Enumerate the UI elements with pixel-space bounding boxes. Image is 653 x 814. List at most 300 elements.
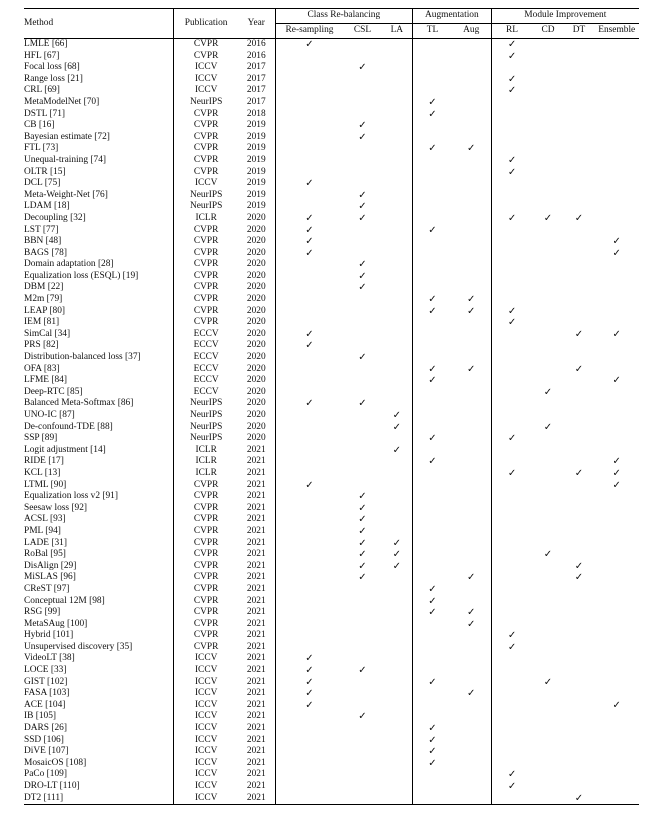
empty-cell	[275, 190, 343, 202]
header-year: Year	[238, 9, 275, 39]
empty-cell	[532, 561, 563, 573]
empty-cell	[594, 653, 639, 665]
method-cell: DiVE [107]	[24, 746, 174, 758]
empty-cell	[563, 456, 594, 468]
empty-cell	[275, 422, 343, 434]
method-cell: Distribution-balanced loss [37]	[24, 352, 174, 364]
method-cell: OFA [83]	[24, 364, 174, 376]
check-icon: ✓	[428, 595, 437, 607]
method-cell: UNO-IC [87]	[24, 410, 174, 422]
publication-cell: CVPR	[193, 607, 219, 618]
empty-cell	[452, 190, 491, 202]
table-row	[24, 410, 639, 422]
publication-cell: CVPR	[193, 549, 219, 560]
empty-cell	[594, 410, 639, 422]
empty-cell	[382, 711, 413, 723]
empty-cell	[275, 85, 343, 97]
empty-cell	[594, 549, 639, 561]
check-icon: ✓	[428, 143, 437, 155]
check-icon: ✓	[507, 305, 517, 317]
empty-cell	[413, 526, 452, 538]
empty-cell	[452, 596, 491, 608]
check-icon: ✓	[358, 665, 367, 677]
year-cell: 2020	[238, 294, 275, 306]
publication-cell: CVPR	[193, 131, 219, 142]
empty-cell	[532, 445, 563, 457]
empty-cell	[343, 445, 381, 457]
empty-cell	[413, 282, 452, 294]
publication-cell: CVPR	[193, 108, 219, 119]
empty-cell	[343, 456, 381, 468]
table-row	[24, 735, 639, 747]
empty-cell	[532, 711, 563, 723]
subheader-resampling: Re-sampling	[285, 25, 334, 36]
check-icon: ✓	[452, 294, 491, 306]
empty-cell	[563, 758, 594, 770]
table-row	[24, 167, 639, 179]
empty-cell	[413, 62, 452, 74]
empty-cell	[532, 167, 563, 179]
empty-cell	[452, 74, 491, 86]
empty-cell	[532, 329, 563, 341]
check-icon: ✓	[428, 224, 437, 236]
empty-cell	[532, 259, 563, 271]
method-cell: Conceptual 12M [98]	[24, 596, 174, 608]
empty-cell	[563, 259, 594, 271]
empty-cell	[563, 735, 594, 747]
empty-cell	[594, 120, 639, 132]
method-cell: PRS [82]	[24, 340, 174, 352]
empty-cell	[563, 398, 594, 410]
empty-cell	[594, 746, 639, 758]
check-icon: ✓	[358, 282, 367, 294]
empty-cell	[594, 387, 639, 399]
empty-cell	[563, 143, 594, 155]
method-cell: Domain adaptation [28]	[24, 259, 174, 271]
empty-cell	[343, 97, 381, 109]
empty-cell	[275, 538, 343, 550]
empty-cell	[275, 167, 343, 179]
table-row	[24, 294, 639, 306]
empty-cell	[491, 178, 532, 190]
empty-cell	[343, 85, 381, 97]
empty-cell	[343, 143, 381, 155]
empty-cell	[343, 329, 381, 341]
check-icon: ✓	[358, 572, 367, 584]
empty-cell	[594, 491, 639, 503]
table-row	[24, 433, 639, 445]
empty-cell	[491, 375, 532, 387]
empty-cell	[563, 201, 594, 213]
empty-cell	[343, 375, 381, 387]
year-cell: 2019	[238, 190, 275, 202]
empty-cell	[343, 387, 381, 399]
empty-cell	[532, 735, 563, 747]
table-row	[24, 282, 639, 294]
subheader-csl: CSL	[353, 25, 372, 36]
empty-cell	[563, 677, 594, 689]
empty-cell	[382, 143, 413, 155]
empty-cell	[594, 758, 639, 770]
empty-cell	[532, 120, 563, 132]
empty-cell	[594, 630, 639, 642]
empty-cell	[563, 688, 594, 700]
method-cell: IB [105]	[24, 711, 174, 723]
empty-cell	[382, 132, 413, 144]
year-cell: 2021	[238, 793, 275, 805]
method-cell: MetaModelNet [70]	[24, 97, 174, 109]
header-group-augmentation: Augmentation	[413, 9, 492, 24]
check-icon: ✓	[612, 247, 621, 259]
empty-cell	[563, 503, 594, 515]
publication-cell: ICCV	[194, 792, 218, 803]
check-icon: ✓	[543, 386, 553, 398]
empty-cell	[413, 793, 452, 805]
method-cell: LOCE [33]	[24, 665, 174, 677]
check-icon: ✓	[428, 676, 437, 688]
publication-cell: NeurIPS	[190, 421, 223, 432]
empty-cell	[491, 190, 532, 202]
publication-cell: ICCV	[194, 665, 218, 676]
year-cell: 2021	[238, 538, 275, 550]
empty-cell	[491, 607, 532, 619]
empty-cell	[594, 294, 639, 306]
publication-cell: CVPR	[193, 537, 219, 548]
empty-cell	[532, 132, 563, 144]
empty-cell	[491, 711, 532, 723]
empty-cell	[594, 62, 639, 74]
empty-cell	[491, 120, 532, 132]
empty-cell	[382, 653, 413, 665]
empty-cell	[532, 143, 563, 155]
year-cell: 2020	[238, 375, 275, 387]
empty-cell	[452, 39, 491, 51]
empty-cell	[343, 109, 381, 121]
empty-cell	[275, 456, 343, 468]
empty-cell	[532, 723, 563, 735]
method-cell: BBN [48]	[24, 236, 174, 248]
table-row	[24, 213, 639, 225]
publication-cell: CVPR	[193, 282, 219, 293]
empty-cell	[343, 746, 381, 758]
empty-cell	[532, 155, 563, 167]
empty-cell	[382, 236, 413, 248]
method-cell: DRO-LT [110]	[24, 781, 174, 793]
empty-cell	[491, 596, 532, 608]
empty-cell	[491, 143, 532, 155]
empty-cell	[532, 572, 563, 584]
empty-cell	[275, 120, 343, 132]
empty-cell	[275, 387, 343, 399]
empty-cell	[382, 491, 413, 503]
table-row	[24, 445, 639, 457]
empty-cell	[275, 201, 343, 213]
empty-cell	[382, 155, 413, 167]
method-cell: RSG [99]	[24, 607, 174, 619]
publication-cell: ICCV	[194, 85, 218, 96]
table-row	[24, 143, 639, 155]
check-icon: ✓	[382, 561, 413, 573]
check-icon: ✓	[574, 572, 584, 584]
empty-cell	[594, 167, 639, 179]
empty-cell	[594, 271, 639, 283]
method-cell: LADE [31]	[24, 538, 174, 550]
empty-cell	[452, 665, 491, 677]
empty-cell	[413, 572, 452, 584]
year-cell: 2020	[238, 398, 275, 410]
table-row	[24, 781, 639, 793]
publication-cell: ICCV	[194, 757, 218, 768]
empty-cell	[594, 445, 639, 457]
publication-cell: CVPR	[193, 560, 219, 571]
header-publication: Publication	[184, 17, 228, 28]
publication-cell: ECCV	[193, 386, 219, 397]
empty-cell	[343, 642, 381, 654]
empty-cell	[594, 433, 639, 445]
year-cell: 2021	[238, 480, 275, 492]
empty-cell	[532, 109, 563, 121]
table-row	[24, 688, 639, 700]
empty-cell	[343, 781, 381, 793]
year-cell: 2020	[238, 340, 275, 352]
empty-cell	[413, 120, 452, 132]
check-icon: ✓	[305, 212, 314, 224]
empty-cell	[413, 503, 452, 515]
empty-cell	[275, 62, 343, 74]
method-cell: RIDE [17]	[24, 456, 174, 468]
year-cell: 2020	[238, 282, 275, 294]
empty-cell	[275, 711, 343, 723]
check-icon: ✓	[507, 212, 517, 224]
publication-cell: ECCV	[193, 363, 219, 374]
method-cell: LST [77]	[24, 225, 174, 237]
subheader-la: LA	[382, 24, 413, 39]
empty-cell	[413, 711, 452, 723]
empty-cell	[491, 97, 532, 109]
empty-cell	[343, 723, 381, 735]
empty-cell	[275, 51, 343, 63]
empty-cell	[532, 317, 563, 329]
method-cell: Balanced Meta-Softmax [86]	[24, 398, 174, 410]
method-cell: Focal loss [68]	[24, 62, 174, 74]
empty-cell	[594, 97, 639, 109]
empty-cell	[413, 445, 452, 457]
empty-cell	[491, 491, 532, 503]
empty-cell	[532, 190, 563, 202]
table-row	[24, 526, 639, 538]
empty-cell	[563, 653, 594, 665]
empty-cell	[532, 758, 563, 770]
empty-cell	[563, 723, 594, 735]
empty-cell	[275, 143, 343, 155]
year-cell: 2021	[238, 549, 275, 561]
table-row	[24, 468, 639, 480]
empty-cell	[275, 109, 343, 121]
empty-cell	[452, 109, 491, 121]
empty-cell	[413, 398, 452, 410]
empty-cell	[491, 503, 532, 515]
empty-cell	[275, 294, 343, 306]
table-row	[24, 503, 639, 515]
empty-cell	[343, 769, 381, 781]
year-cell: 2021	[238, 700, 275, 712]
empty-cell	[594, 282, 639, 294]
empty-cell	[452, 85, 491, 97]
empty-cell	[563, 445, 594, 457]
empty-cell	[275, 549, 343, 561]
empty-cell	[343, 653, 381, 665]
empty-cell	[563, 271, 594, 283]
method-cell: HFL [67]	[24, 51, 174, 63]
empty-cell	[382, 97, 413, 109]
method-cell: Equalization loss (ESQL) [19]	[24, 271, 174, 283]
empty-cell	[532, 642, 563, 654]
empty-cell	[563, 85, 594, 97]
table-row	[24, 572, 639, 584]
method-cell: FTL [73]	[24, 143, 174, 155]
method-cell: BAGS [78]	[24, 248, 174, 260]
empty-cell	[275, 433, 343, 445]
empty-cell	[491, 514, 532, 526]
table-row	[24, 352, 639, 364]
empty-cell	[563, 700, 594, 712]
table-row	[24, 375, 639, 387]
empty-cell	[491, 340, 532, 352]
empty-cell	[491, 688, 532, 700]
publication-cell: CVPR	[193, 294, 219, 305]
empty-cell	[532, 97, 563, 109]
empty-cell	[275, 781, 343, 793]
empty-cell	[382, 688, 413, 700]
empty-cell	[275, 584, 343, 596]
header-group-module: Module Improvement	[491, 9, 639, 24]
empty-cell	[452, 711, 491, 723]
empty-cell	[343, 422, 381, 434]
empty-cell	[452, 178, 491, 190]
empty-cell	[594, 596, 639, 608]
empty-cell	[594, 178, 639, 190]
empty-cell	[563, 375, 594, 387]
year-cell: 2018	[238, 109, 275, 121]
empty-cell	[594, 74, 639, 86]
table-row	[24, 607, 639, 619]
check-icon: ✓	[428, 723, 437, 735]
empty-cell	[532, 746, 563, 758]
empty-cell	[491, 201, 532, 213]
empty-cell	[594, 538, 639, 550]
empty-cell	[563, 62, 594, 74]
empty-cell	[413, 491, 452, 503]
subheader-aug: Aug	[452, 24, 491, 39]
empty-cell	[382, 259, 413, 271]
check-icon: ✓	[358, 502, 367, 514]
check-icon: ✓	[612, 456, 621, 468]
empty-cell	[382, 723, 413, 735]
table-row	[24, 120, 639, 132]
empty-cell	[491, 793, 532, 805]
empty-cell	[491, 62, 532, 74]
empty-cell	[563, 340, 594, 352]
empty-cell	[563, 769, 594, 781]
check-icon: ✓	[305, 699, 314, 711]
table-row	[24, 190, 639, 202]
empty-cell	[594, 155, 639, 167]
table-row	[24, 97, 639, 109]
table-row	[24, 723, 639, 735]
empty-cell	[275, 607, 343, 619]
empty-cell	[594, 39, 639, 51]
empty-cell	[532, 85, 563, 97]
empty-cell	[563, 538, 594, 550]
year-cell: 2021	[238, 781, 275, 793]
empty-cell	[452, 677, 491, 689]
empty-cell	[563, 51, 594, 63]
method-cell: KCL [13]	[24, 468, 174, 480]
empty-cell	[563, 596, 594, 608]
year-cell: 2020	[238, 329, 275, 341]
empty-cell	[413, 155, 452, 167]
table-row	[24, 387, 639, 399]
check-icon: ✓	[358, 514, 367, 526]
empty-cell	[382, 225, 413, 237]
table-row	[24, 225, 639, 237]
year-cell: 2021	[238, 758, 275, 770]
table-row	[24, 596, 639, 608]
empty-cell	[343, 758, 381, 770]
check-icon: ✓	[543, 421, 553, 433]
table-row	[24, 109, 639, 121]
publication-cell: ICCV	[194, 769, 218, 780]
check-icon: ✓	[428, 607, 437, 619]
empty-cell	[382, 85, 413, 97]
publication-cell: ICCV	[194, 62, 218, 73]
empty-cell	[413, 619, 452, 631]
empty-cell	[343, 480, 381, 492]
empty-cell	[532, 781, 563, 793]
empty-cell	[382, 793, 413, 805]
empty-cell	[491, 132, 532, 144]
empty-cell	[452, 503, 491, 515]
empty-cell	[382, 352, 413, 364]
check-icon: ✓	[452, 688, 491, 700]
empty-cell	[413, 630, 452, 642]
empty-cell	[275, 526, 343, 538]
empty-cell	[563, 433, 594, 445]
publication-cell: CVPR	[193, 491, 219, 502]
method-cell: PML [94]	[24, 526, 174, 538]
publication-cell: CVPR	[193, 39, 219, 49]
empty-cell	[491, 538, 532, 550]
empty-cell	[343, 433, 381, 445]
empty-cell	[532, 375, 563, 387]
empty-cell	[275, 514, 343, 526]
empty-cell	[491, 758, 532, 770]
check-icon: ✓	[358, 491, 367, 503]
empty-cell	[491, 480, 532, 492]
table-row	[24, 769, 639, 781]
empty-cell	[532, 596, 563, 608]
empty-cell	[563, 410, 594, 422]
check-icon: ✓	[305, 676, 314, 688]
publication-cell: CVPR	[193, 583, 219, 594]
method-cell: VideoLT [38]	[24, 653, 174, 665]
year-cell: 2019	[238, 201, 275, 213]
empty-cell	[275, 723, 343, 735]
empty-cell	[275, 271, 343, 283]
method-cell: GIST [102]	[24, 677, 174, 689]
empty-cell	[563, 39, 594, 51]
check-icon: ✓	[428, 363, 437, 375]
